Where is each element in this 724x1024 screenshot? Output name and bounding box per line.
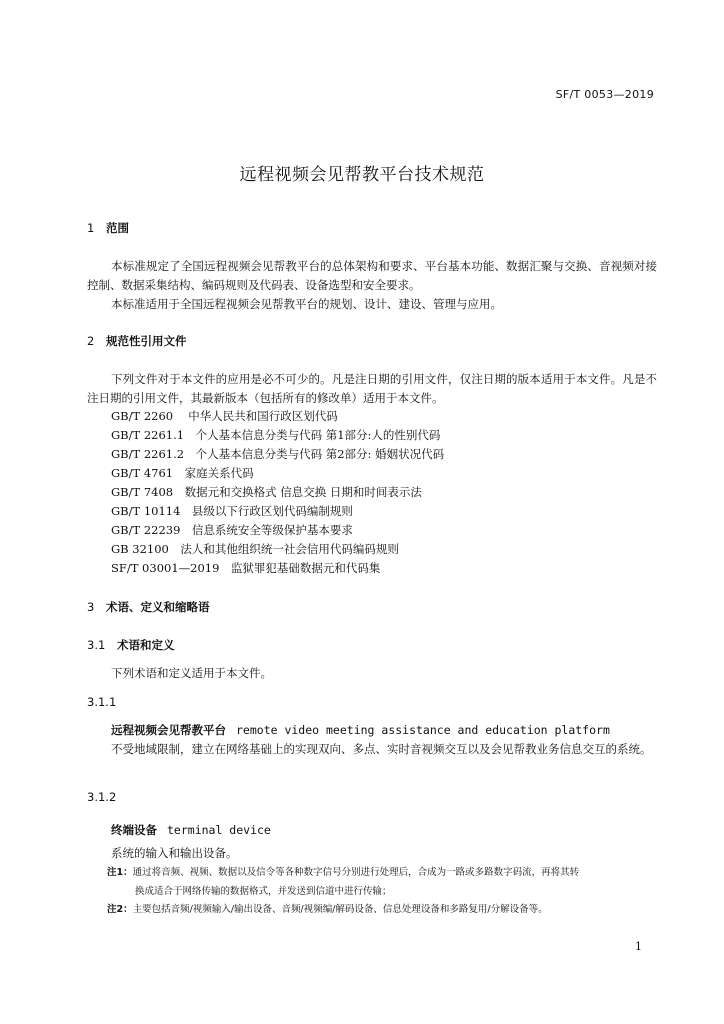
section-2-heading: [87, 333, 187, 349]
term-3-1-2: [111, 822, 271, 838]
reference-item: SF/T 03001—2019 监狱罪犯基础数据元和代码集: [111, 561, 381, 575]
references-intro: 下列文件对于本文件的应用是必不可少的。凡是注日期的引用文件，仅注日期的版本适用于本文件。凡是不注日期的引用文件，其最新版本（包括所有的修改单）适用于本文件。: [87, 372, 657, 405]
terms-intro: 下列术语和定义适用于本文件。: [111, 666, 272, 680]
reference-item: GB/T 2261.2 个人基本信息分类与代码 第2部分: 婚姻状况代码: [111, 447, 445, 461]
scope-paragraph-1: 本标准规定了全国远程视频会见帮教平台的总体架构和要求、平台基本功能、数据汇聚与交换、音视频对接控制、数据采集结构、编码规则及代码表、设备选型和安全要求。: [87, 259, 657, 292]
standard-code: SF/T 0053—2019: [555, 88, 654, 101]
term-3-1-1-definition: 不受地域限制，建立在网络基础上的实现双向、多点、实时音视频交互以及会见帮教业务信息交互的系统。: [111, 742, 652, 756]
note-label: 注2：: [107, 904, 133, 915]
section-number: 3: [87, 600, 95, 614]
note-text: 主要包括音频/视频输入/输出设备、音频/视频编/解码设备、信息处理设备和多路复用/分解设备等。: [132, 904, 548, 915]
section-title: 术语、定义和缩略语: [106, 600, 210, 614]
reference-item: GB/T 4761 家庭关系代码: [111, 466, 254, 480]
note-text-continued: 换成适合于网络传输的数据格式，并发送到信道中进行传输；: [135, 886, 392, 897]
reference-item: GB 32100 法人和其他组织统一社会信用代码编码规则: [111, 542, 399, 556]
reference-item: GB/T 2261.1 个人基本信息分类与代码 第1部分:人的性别代码: [111, 428, 441, 442]
clause-3-1-2-number: 3.1.2: [87, 790, 117, 804]
section-number: 2: [87, 334, 95, 348]
reference-item: GB/T 22239 信息系统安全等级保护基本要求: [111, 523, 353, 537]
reference-item: GB/T 10114 县级以下行政区划代码编制规则: [111, 504, 353, 518]
term-english: terminal device: [167, 823, 271, 837]
section-title: 范围: [106, 221, 129, 235]
section-title: 规范性引用文件: [106, 334, 187, 348]
note-1: [107, 863, 655, 901]
note-text: 通过将音频、视频、数据以及信令等各种数字信号分别进行处理后，合成为一路或多路数字码流，再将其转: [132, 867, 580, 878]
section-3-heading: [87, 599, 210, 615]
reference-list: [111, 407, 444, 578]
note-2: [107, 900, 655, 919]
section-3-1-heading: [87, 637, 175, 653]
page-number: 1: [635, 940, 642, 953]
reference-item: GB/T 7408 数据元和交换格式 信息交换 日期和时间表示法: [111, 485, 422, 499]
note-label: 注1：: [107, 867, 133, 878]
reference-item: GB/T 2260 中华人民共和国行政区划代码: [111, 409, 338, 423]
term-3-1-1: [111, 722, 610, 738]
document-title: 远程视频会见帮教平台技术规范: [239, 165, 485, 185]
clause-3-1-1-number: 3.1.1: [87, 695, 117, 709]
section-1-heading: [87, 220, 129, 236]
term-chinese: 远程视频会见帮教平台: [111, 723, 226, 737]
term-3-1-2-definition: 系统的输入和输出设备。: [111, 846, 238, 860]
section-number: 3.1: [87, 638, 106, 652]
section-title: 术语和定义: [117, 638, 175, 652]
term-chinese: 终端设备: [111, 823, 157, 837]
section-number: 1: [87, 221, 95, 235]
term-english: remote video meeting assistance and education platform: [236, 723, 610, 737]
scope-paragraph-2: 本标准适用于全国远程视频会见帮教平台的规划、设计、建设、管理与应用。: [111, 297, 502, 311]
